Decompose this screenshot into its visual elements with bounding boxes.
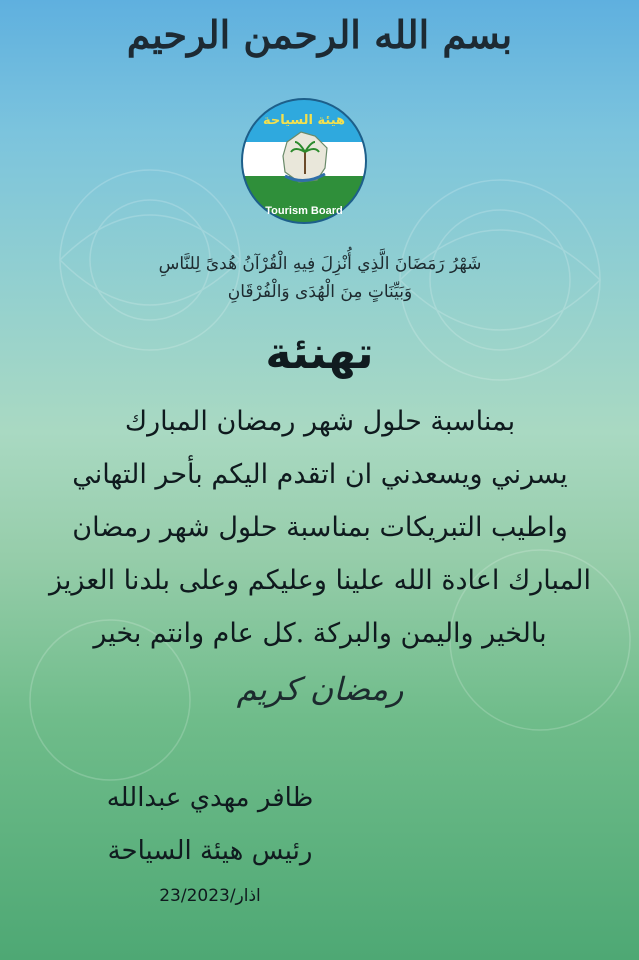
logo-arabic-name: هيئة السياحة bbox=[262, 113, 346, 128]
letter-date: 23/اذار/2023 bbox=[159, 886, 261, 906]
ramadan-kareem-calligraphy: رمضان كريم bbox=[236, 670, 404, 708]
signer-title: رئيس هيئة السياحة bbox=[107, 836, 313, 866]
body-line: بمناسبة حلول شهر رمضان المبارك bbox=[124, 406, 516, 437]
logo-english-name: Tourism Board bbox=[265, 205, 343, 217]
body-line: واطيب التبريكات بمناسبة حلول شهر رمضان bbox=[72, 512, 568, 543]
quran-verse bbox=[100, 250, 540, 306]
verse-line: وَبَيِّنَاتٍ مِنَ الْهُدَى وَالْفُرْقَانِ bbox=[227, 282, 413, 302]
basmala-calligraphy: بسم الله الرحمن الرحيم bbox=[126, 12, 513, 57]
signer-name: ظافر مهدي عبدالله bbox=[106, 783, 314, 813]
body-line: المبارك اعادة الله علينا وعليكم وعلى بلدنا العزيز bbox=[49, 565, 591, 596]
greeting-body bbox=[30, 395, 610, 660]
verse-line: شَهْرُ رَمَضَانَ الَّذِي أُنْزِلَ فِيهِ الْقُرْآنُ هُدىً لِلنَّاسِ bbox=[158, 254, 482, 274]
body-line: يسرني ويسعدني ان اتقدم اليكم بأحر التهاني bbox=[72, 459, 568, 490]
tourism-board-logo bbox=[239, 96, 369, 226]
body-line: بالخير واليمن والبركة .كل عام وانتم بخير bbox=[93, 618, 547, 649]
greeting-heading: تهنئة bbox=[265, 328, 374, 379]
